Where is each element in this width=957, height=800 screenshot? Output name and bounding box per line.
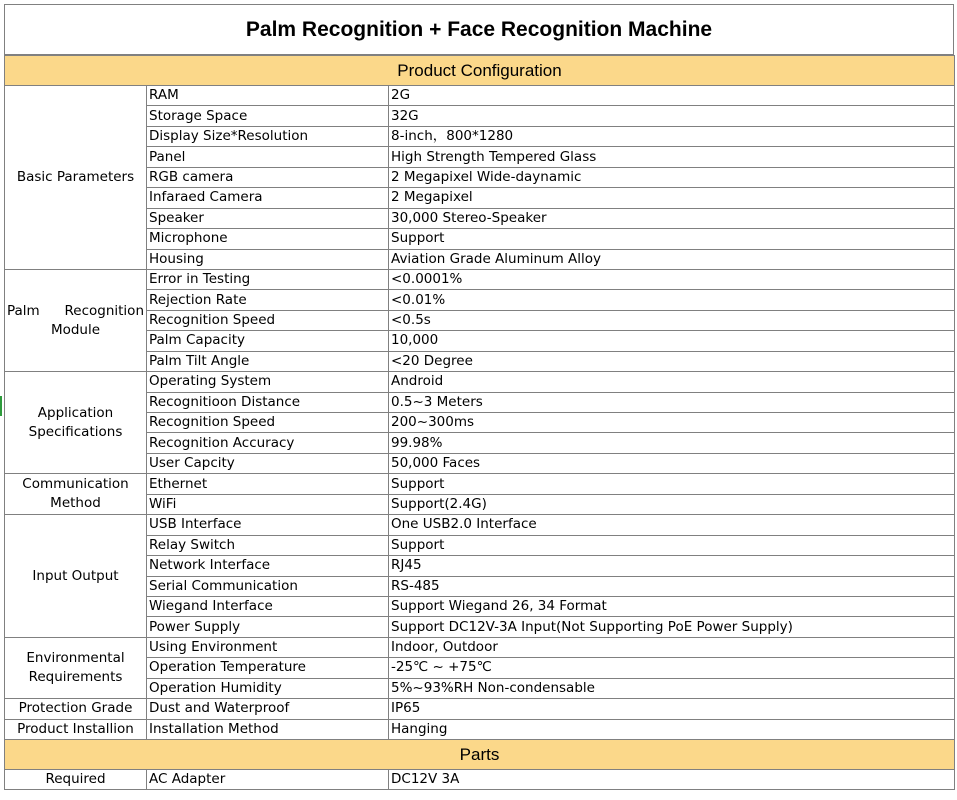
value-cell: Hanging xyxy=(389,719,955,739)
group-label: Protection Grade xyxy=(5,699,147,719)
item-cell: Recognition Accuracy xyxy=(147,433,389,453)
item-cell: USB Interface xyxy=(147,515,389,535)
item-cell: Housing xyxy=(147,249,389,269)
item-cell: Wiegand Interface xyxy=(147,596,389,616)
value-cell: 0.5~3 Meters xyxy=(389,392,955,412)
table-row xyxy=(5,596,955,616)
table-row xyxy=(5,535,955,555)
row-selection-marker xyxy=(0,396,2,416)
group-label: Product Installion xyxy=(5,719,147,739)
value-cell: -25℃ ~ +75℃ xyxy=(389,658,955,678)
item-cell: AC Adapter xyxy=(147,770,389,790)
item-cell: Palm Capacity xyxy=(147,331,389,351)
value-cell: Support xyxy=(389,535,955,555)
table-row xyxy=(5,126,955,146)
value-cell: <0.0001% xyxy=(389,269,955,289)
item-cell: Palm Tilt Angle xyxy=(147,351,389,371)
table-row xyxy=(5,229,955,249)
item-cell: Display Size*Resolution xyxy=(147,126,389,146)
value-cell: Support(2.4G) xyxy=(389,494,955,514)
table-row xyxy=(5,515,955,535)
group-label xyxy=(5,269,147,371)
table-row xyxy=(5,770,955,790)
value-cell: High Strength Tempered Glass xyxy=(389,147,955,167)
value-cell: Support DC12V-3A Input(Not Supporting PoE Power Supply) xyxy=(389,617,955,637)
value-cell: RJ45 xyxy=(389,556,955,576)
table-row xyxy=(5,290,955,310)
value-cell: 32G xyxy=(389,106,955,126)
value-cell: Indoor, Outdoor xyxy=(389,637,955,657)
item-cell: Relay Switch xyxy=(147,535,389,555)
table-row xyxy=(5,413,955,433)
table-row xyxy=(5,637,955,657)
table-row xyxy=(5,576,955,596)
spec-table xyxy=(4,55,955,790)
table-row xyxy=(5,433,955,453)
table-row xyxy=(5,617,955,637)
item-cell: Rejection Rate xyxy=(147,290,389,310)
group-label-line: Palm Recognition xyxy=(7,302,144,319)
item-cell: Serial Communication xyxy=(147,576,389,596)
item-cell: RAM xyxy=(147,86,389,106)
item-cell: Recognitioon Distance xyxy=(147,392,389,412)
group-label: Input Output xyxy=(5,515,147,638)
value-cell: 5%~93%RH Non-condensable xyxy=(389,678,955,698)
table-row xyxy=(5,310,955,330)
group-label-line: Module xyxy=(50,321,101,338)
value-cell: 2G xyxy=(389,86,955,106)
item-cell: Ethernet xyxy=(147,474,389,494)
table-row xyxy=(5,106,955,126)
item-cell: Installation Method xyxy=(147,719,389,739)
value-cell: 10,000 xyxy=(389,331,955,351)
value-cell: <0.01% xyxy=(389,290,955,310)
item-cell: Using Environment xyxy=(147,637,389,657)
value-cell: IP65 xyxy=(389,699,955,719)
table-row xyxy=(5,556,955,576)
item-cell: Recognition Speed xyxy=(147,413,389,433)
table-row xyxy=(5,188,955,208)
group-label: Environmental Requirements xyxy=(5,637,147,698)
table-row xyxy=(5,494,955,514)
table-row xyxy=(5,453,955,473)
value-cell: One USB2.0 Interface xyxy=(389,515,955,535)
value-cell: <0.5s xyxy=(389,310,955,330)
item-cell: Network Interface xyxy=(147,556,389,576)
table-row xyxy=(5,331,955,351)
table-row xyxy=(5,351,955,371)
group-label: Communication Method xyxy=(5,474,147,515)
section-header-row xyxy=(5,740,955,770)
value-cell: Android xyxy=(389,372,955,392)
table-row xyxy=(5,658,955,678)
item-cell: Recognition Speed xyxy=(147,310,389,330)
value-cell: 50,000 Faces xyxy=(389,453,955,473)
value-cell: RS-485 xyxy=(389,576,955,596)
table-row xyxy=(5,249,955,269)
value-cell: Aviation Grade Aluminum Alloy xyxy=(389,249,955,269)
item-cell: Operation Humidity xyxy=(147,678,389,698)
item-cell: Speaker xyxy=(147,208,389,228)
value-cell: Support Wiegand 26, 34 Format xyxy=(389,596,955,616)
item-cell: RGB camera xyxy=(147,167,389,187)
table-row xyxy=(5,269,955,289)
value-cell: Support xyxy=(389,474,955,494)
item-cell: WiFi xyxy=(147,494,389,514)
item-cell: User Capcity xyxy=(147,453,389,473)
value-cell: <20 Degree xyxy=(389,351,955,371)
section-header-parts: Parts xyxy=(5,740,955,770)
table-row xyxy=(5,678,955,698)
value-cell: 30,000 Stereo-Speaker xyxy=(389,208,955,228)
table-row xyxy=(5,167,955,187)
item-cell: Infaraed Camera xyxy=(147,188,389,208)
item-cell: Operating System xyxy=(147,372,389,392)
value-cell: DC12V 3A xyxy=(389,770,955,790)
group-label: Application Specifications xyxy=(5,372,147,474)
table-row xyxy=(5,699,955,719)
item-cell: Operation Temperature xyxy=(147,658,389,678)
item-cell: Error in Testing xyxy=(147,269,389,289)
table-row xyxy=(5,147,955,167)
value-cell: 2 Megapixel xyxy=(389,188,955,208)
group-label: Required xyxy=(5,770,147,790)
section-header-config: Product Configuration xyxy=(5,56,955,86)
item-cell: Storage Space xyxy=(147,106,389,126)
table-row xyxy=(5,86,955,106)
group-label: Basic Parameters xyxy=(5,86,147,270)
table-row xyxy=(5,372,955,392)
table-row xyxy=(5,392,955,412)
item-cell: Microphone xyxy=(147,229,389,249)
table-row xyxy=(5,474,955,494)
value-cell: 8-inch，800*1280 xyxy=(389,126,955,146)
value-cell: 99.98% xyxy=(389,433,955,453)
value-cell: 2 Megapixel Wide-daynamic xyxy=(389,167,955,187)
item-cell: Dust and Waterproof xyxy=(147,699,389,719)
section-header-row xyxy=(5,56,955,86)
item-cell: Panel xyxy=(147,147,389,167)
table-row xyxy=(5,719,955,739)
table-row xyxy=(5,208,955,228)
item-cell: Power Supply xyxy=(147,617,389,637)
document-title: Palm Recognition + Face Recognition Machine xyxy=(4,4,954,55)
value-cell: Support xyxy=(389,229,955,249)
value-cell: 200~300ms xyxy=(389,413,955,433)
